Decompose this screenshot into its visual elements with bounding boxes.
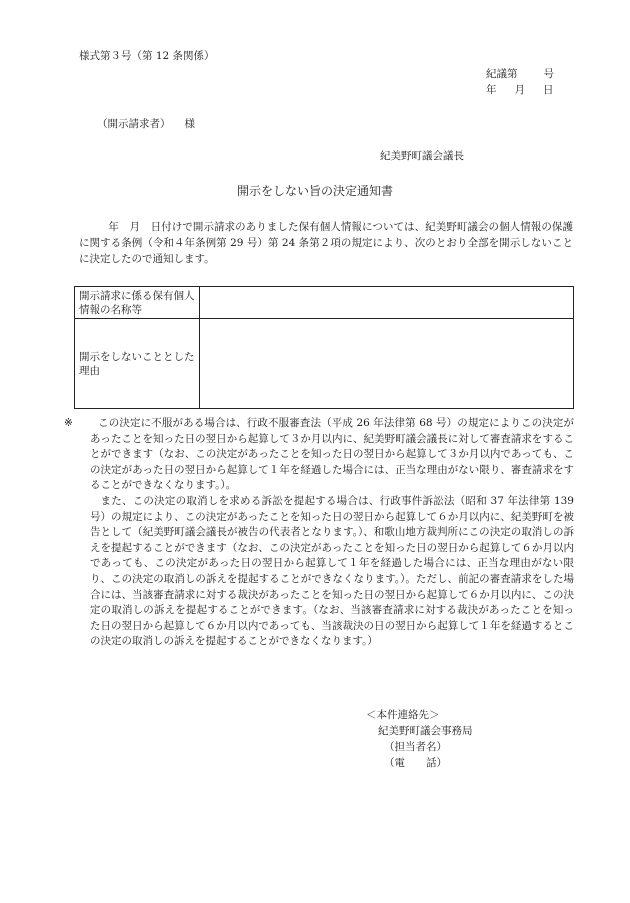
date-month: 月: [514, 84, 525, 96]
table-row: [75, 287, 574, 319]
note-paragraph-2: また、この決定の取消しを求める訴訟を提起する場合は、行政事件訴訟法（昭和 37 年法律第 139 号）の規定により、この決定があったことを知った日の翌日から起算して６か月以内に、紀美野町を被告として（紀美野町議会議長が被告の代表者となります。）、和歌山地方裁判所にこの決定の取消しの訴えを提起することができます（なお、この決定があったことを知った日の翌日から起算して６か月以内であっても、この決定があった日の翌日から起算して１年を経過した場合には、正当な理由がない限り、この決定の取消しの訴えを提起することができなくなります。）。ただし、前記の審査請求をした場合には、当該審査請求に対する裁決があったことを知った日の翌日から起算して６か月以内に、この決定の取消しの訴えを提起することができます。（なお、当該審査請求に対する裁決があったことを知った日の翌日から起算して６か月以内であっても、当該裁決の日の翌日から起算して１年を経過するとこの決定の取消しの訴えを提起することができなくなります。）: [90, 494, 574, 648]
sender: 紀美野町議会議長: [380, 150, 464, 162]
doc-number-prefix: 紀議第: [486, 68, 518, 80]
contact-person: （担当者名）: [384, 741, 447, 753]
date-year: 年: [486, 84, 497, 96]
body-paragraph: 年 月 日付けで開示請求のありました保有個人情報については、紀美野町議会の個人情報の保護に関する条例（令和４年条例第 29 号）第 24 条第２項の規定により、次のとおり全部を開示しないことに決定したので通知します。: [79, 221, 573, 265]
form-number: 様式第３号（第 12 条関係）: [79, 50, 215, 62]
table-row: [75, 319, 574, 409]
document-number: [486, 66, 554, 81]
doc-number-suffix: 号: [543, 68, 554, 80]
note-text-1: この決定に不服がある場合は、行政不服審査法（平成 26 年法律第 68 号）の規定によりこの決定があったことを知った日の翌日から起算して３か月以内に、紀美野町議会議長に対して審査請求をすることができます（なお、この決定があったことを知った日の翌日から起算して３か月以内であっても、この決定があった日の翌日から起算して１年を経過した場合には、正当な理由がない限り、審査請求をすることができなくなります。）。: [90, 417, 574, 492]
row1-label: 開示請求に係る保有個人情報の名称等: [75, 287, 200, 319]
contact-block: [366, 707, 473, 771]
addressee: [97, 116, 195, 131]
addressee-honorific: 様: [184, 118, 195, 130]
contact-heading: ＜本件連絡先＞: [366, 709, 440, 721]
info-table: [74, 286, 574, 409]
row1-value: [200, 287, 574, 319]
notes: [64, 416, 574, 650]
note-mark: ※: [64, 417, 73, 429]
contact-phone: （電 話）: [384, 757, 447, 769]
body-text: [79, 219, 573, 267]
note-paragraph-1: [64, 416, 574, 494]
row2-label: 開示をしないこととした理由: [75, 319, 200, 409]
document-date: [486, 82, 554, 97]
contact-office: 紀美野町議会事務局: [378, 725, 473, 737]
row2-value: [200, 319, 574, 409]
addressee-name: （開示請求者）: [97, 118, 171, 130]
page-title: 開示をしない旨の決定通知書: [236, 184, 393, 198]
date-day: 日: [543, 84, 554, 96]
